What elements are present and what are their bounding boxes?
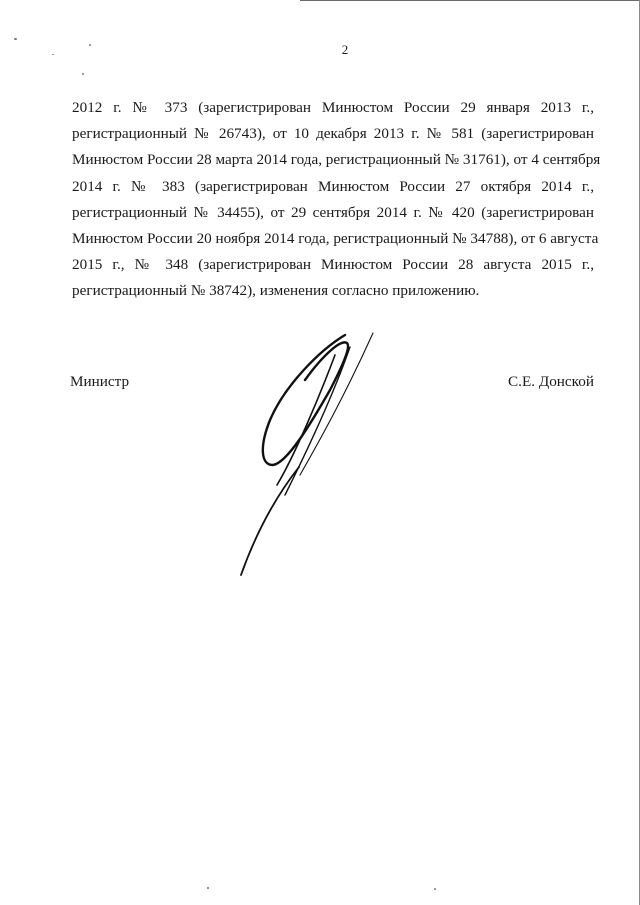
handwritten-signature [225,325,395,585]
scan-speck [14,38,17,40]
signatory-title: Министр [70,373,130,390]
scan-edge-top [300,0,640,1]
body-text-line: Минюстом России 20 ноября 2014 года, регистрационный № 34788), от 6 августа [72,230,599,247]
body-text-line: 2012 г. № 373 (зарегистрирован Минюстом России 29 января 2013 г., [72,99,594,116]
body-text-line-last: регистрационный № 38742), изменения согласно приложению. [72,282,480,299]
scan-speck [434,888,436,890]
body-text-line: Минюстом России 28 марта 2014 года, регистрационный № 31761), от 4 сентября [72,151,601,168]
body-text-line: регистрационный № 34455), от 29 сентября 2014 г. № 420 (зарегистрирован [72,204,594,221]
body-text-line: 2014 г. № 383 (зарегистрирован Минюстом России 27 октября 2014 г., [72,178,594,195]
body-text-line: 2015 г., № 348 (зарегистрирован Минюстом России 28 августа 2015 г., [72,256,594,273]
signatory-name: С.Е. Донской [508,373,594,390]
page-number: 2 [341,42,349,57]
scan-speck [82,73,84,75]
scan-speck [207,887,209,889]
body-text-line: регистрационный № 26743), от 10 декабря 2013 г. № 581 (зарегистрирован [72,125,594,142]
